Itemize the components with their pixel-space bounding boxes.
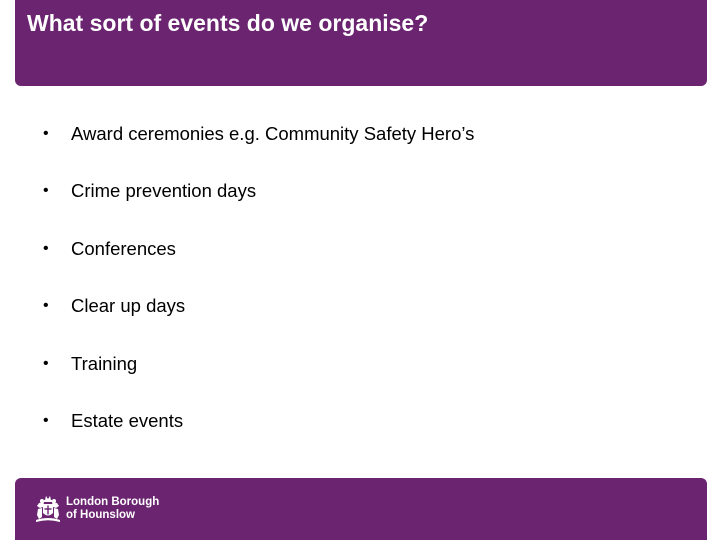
bullet-item bbox=[40, 350, 474, 377]
bullet-text: Estate events bbox=[71, 410, 184, 431]
bullet-glyph: • bbox=[43, 239, 49, 257]
bullet-item bbox=[40, 235, 474, 262]
bullet-item bbox=[40, 178, 474, 205]
bullet-glyph: • bbox=[43, 354, 49, 372]
bullet-text: Crime prevention days bbox=[71, 180, 257, 201]
bullet-text: Award ceremonies e.g. Community Safety Hero’s bbox=[71, 122, 475, 144]
bullet-text: Training bbox=[71, 352, 138, 374]
bullet-glyph: • bbox=[43, 182, 49, 199]
bullet-text: Clear up days bbox=[71, 295, 186, 316]
title-banner bbox=[15, 0, 707, 86]
logo-text-line-1: London Borough bbox=[66, 496, 160, 508]
bullet-item bbox=[40, 293, 474, 320]
borough-logo bbox=[35, 495, 159, 523]
logo-text-line-2: of Hounslow bbox=[66, 509, 135, 521]
bullet-glyph: • bbox=[43, 124, 49, 142]
bullet-glyph: • bbox=[43, 297, 49, 314]
bullet-list bbox=[40, 120, 474, 465]
bullet-item bbox=[40, 120, 474, 147]
bullet-text: Conferences bbox=[71, 237, 176, 259]
slide-title: What sort of events do we organise? bbox=[27, 10, 429, 36]
bullet-item bbox=[40, 408, 474, 435]
bullet-glyph: • bbox=[43, 412, 49, 429]
footer-banner bbox=[15, 478, 707, 540]
borough-crest-icon bbox=[35, 495, 61, 523]
